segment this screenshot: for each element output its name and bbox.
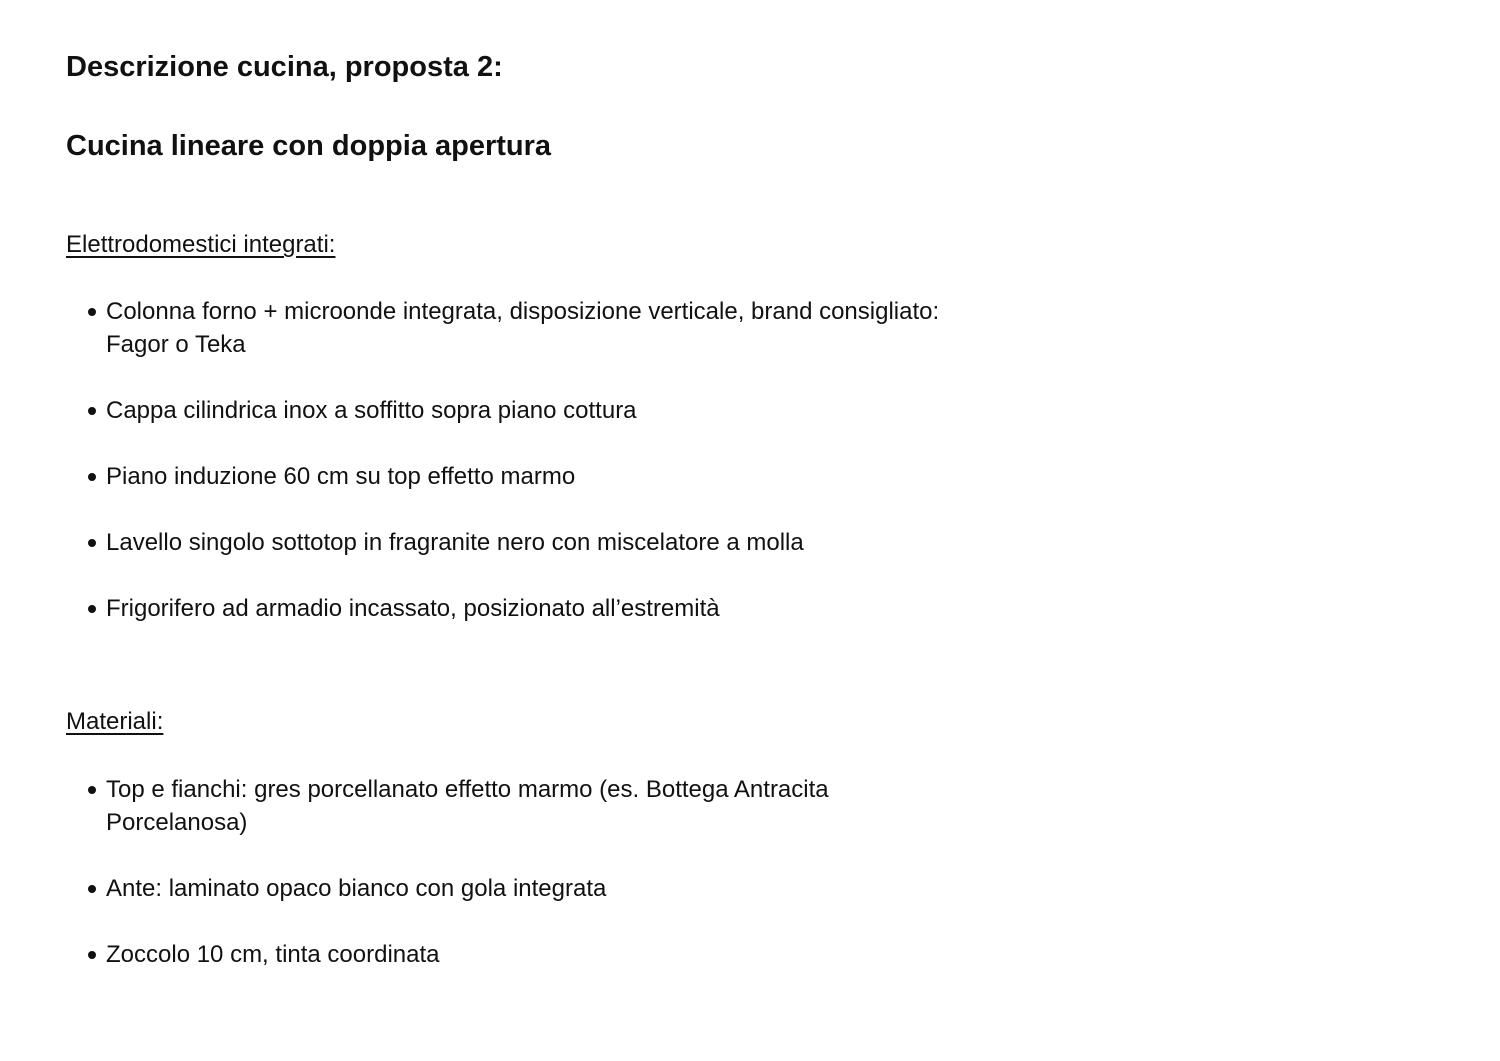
- list-item: Zoccolo 10 cm, tinta coordinata: [66, 938, 946, 971]
- materials-list: [66, 773, 946, 1004]
- list-item: Ante: laminato opaco bianco con gola integrata: [66, 872, 946, 905]
- document-subtitle: Cucina lineare con doppia apertura: [66, 130, 552, 162]
- list-item: Cappa cilindrica inox a soffitto sopra piano cottura: [66, 394, 946, 427]
- document-title: Descrizione cucina, proposta 2:: [66, 51, 503, 83]
- appliances-list: [66, 295, 946, 658]
- section-label-appliances: Elettrodomestici integrati:: [66, 231, 336, 258]
- list-item: Lavello singolo sottotop in fragranite nero con miscelatore a molla: [66, 526, 946, 559]
- list-item: Colonna forno + microonde integrata, disposizione verticale, brand consigliato: Fagor o Teka: [66, 295, 946, 361]
- list-item: Piano induzione 60 cm su top effetto marmo: [66, 460, 946, 493]
- section-label-materials: Materiali:: [66, 708, 164, 735]
- list-item: Top e fianchi: gres porcellanato effetto marmo (es. Bottega Antracita Porcelanosa): [66, 773, 946, 839]
- list-item: Frigorifero ad armadio incassato, posizionato all’estremità: [66, 592, 946, 625]
